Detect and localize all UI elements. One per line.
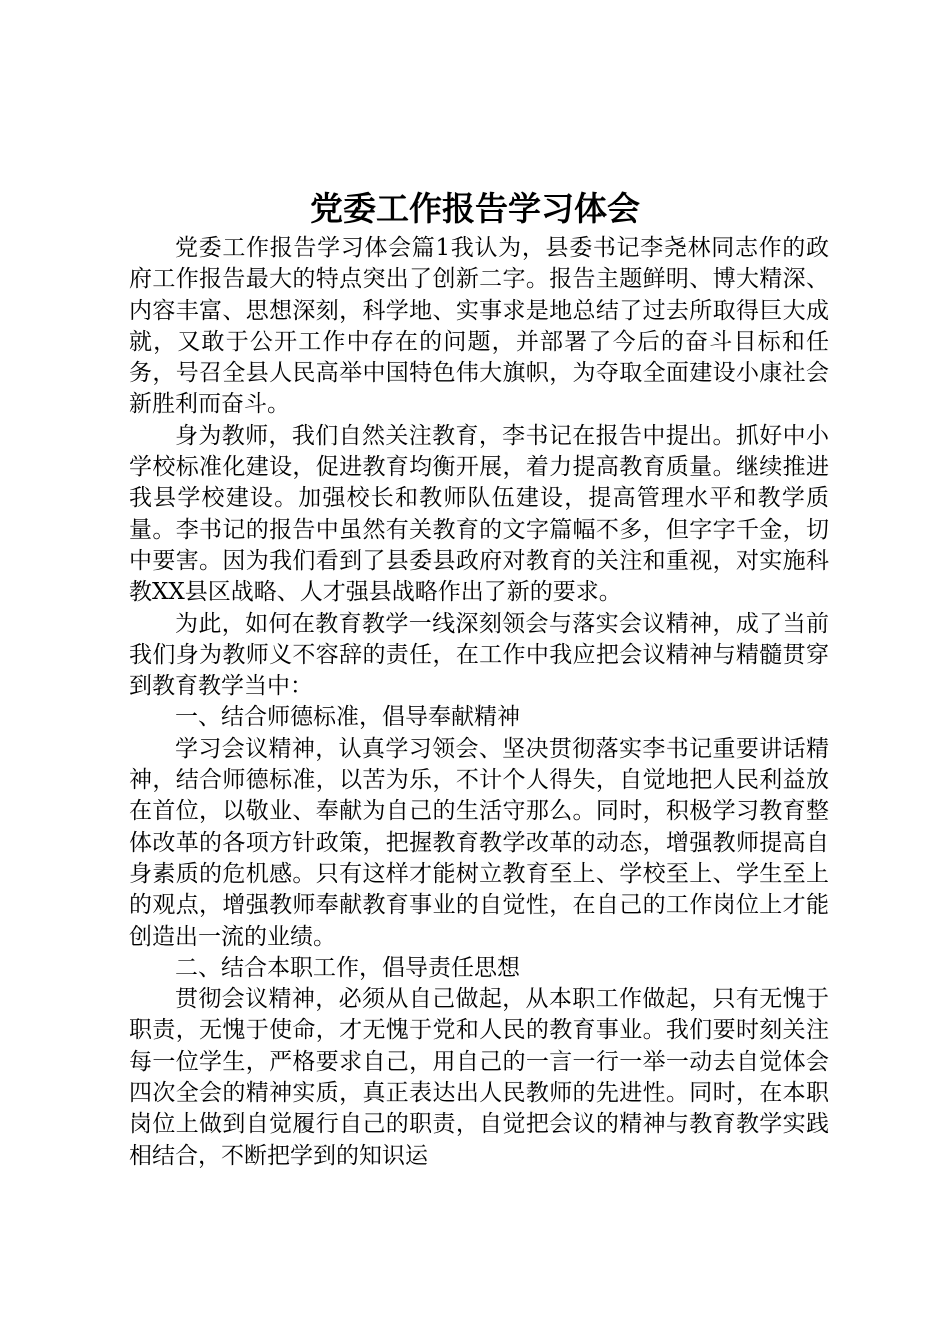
paragraph-section-2: 贯彻会议精神，必须从自己做起，从本职工作做起，只有无愧于职责，无愧于使命，才无愧于党和人民的教育事业。我们要时刻关注每一位学生，严格要求自己，用自己的一言一行一举一动去自觉体会四次全会的精神实质，真正表达出人民教师的先进性。同时，在本职岗位上做到自觉履行自己的职责，自觉把会议的精神与教育教学实践相结合，不断把学到的知识运 xyxy=(129,986,829,1169)
document-body xyxy=(129,233,829,1172)
paragraph-responsibility: 为此，如何在教育教学一线深刻领会与落实会议精神，成了当前我们身为教师义不容辞的责任，在工作中我应把会议精神与精髓贯穿到教育教学当中： xyxy=(129,610,829,700)
section-heading-2: 二、结合本职工作，倡导责任思想 xyxy=(175,954,520,981)
paragraph-section-1: 学习会议精神，认真学习领会、坚决贯彻落实李书记重要讲话精神，结合师德标准，以苦为乐，不计个人得失，自觉地把人民利益放在首位，以敬业、奉献为自己的生活守那么。同时，积极学习教育整体改革的各项方针政策，把握教育教学改革的动态，增强教师提高自身素质的危机感。只有这样才能树立教育至上、学校至上、学生至上的观点，增强教师奉献教育事业的自觉性，在自己的工作岗位上才能创造出一流的业绩。 xyxy=(129,735,829,950)
section-heading-1: 一、结合师德标准，倡导奉献精神 xyxy=(175,704,520,731)
paragraph-intro: 党委工作报告学习体会篇1我认为，县委书记李尧林同志作的政府工作报告最大的特点突出了创新二字。报告主题鲜明、博大精深、内容丰富、思想深刻，科学地、实事求是地总结了过去所取得巨大成就，又敢于公开工作中存在的问题，并部署了今后的奋斗目标和任务，号召全县人民高举中国特色伟大旗帜，为夺取全面建设小康社会新胜利而奋斗。 xyxy=(129,235,829,418)
document-title: 党委工作报告学习体会 xyxy=(310,189,640,228)
paragraph-education-focus: 身为教师，我们自然关注教育，李书记在报告中提出。抓好中小学校标准化建设，促进教育均衡开展，着力提高教育质量。继续推进我县学校建设。加强校长和教师队伍建设，提高管理水平和教学质量。李书记的报告中虽然有关教育的文字篇幅不多，但字字千金，切中要害。因为我们看到了县委县政府对教育的关注和重视，对实施科教XX县区战略、人才强县战略作出了新的要求。 xyxy=(129,422,829,606)
